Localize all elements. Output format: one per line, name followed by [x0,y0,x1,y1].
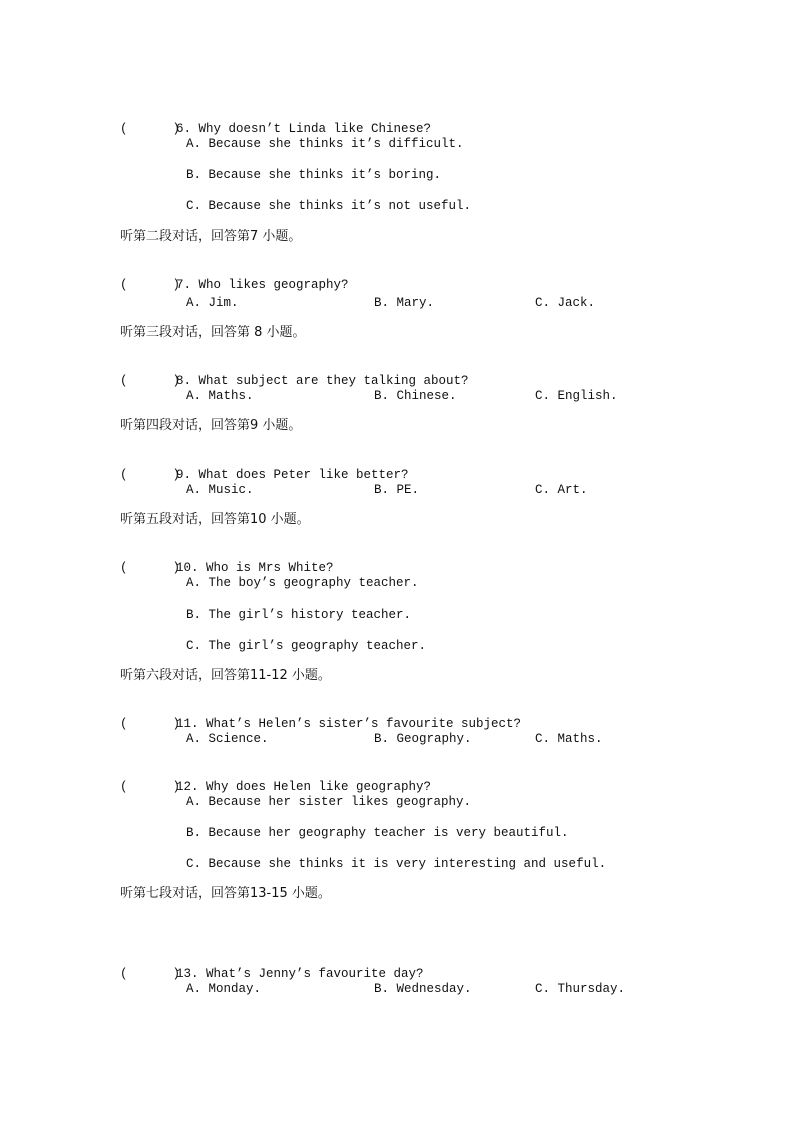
option-a: A. Monday. [186,982,262,996]
option-b: B. Geography. [374,732,472,746]
option-c: C. Art. [535,483,588,497]
section-heading-2: 听第二段对话，回答第7 小题。 [120,229,302,244]
option-a: A. Because her sister likes geography. [186,795,472,809]
option-c: C. Because she thinks it’s not useful. [186,199,472,213]
option-c: C. Because she thinks it is very interesting and useful. [186,857,607,871]
answer-blank[interactable]: ( ) [120,561,181,575]
question-stem: 11. What’s Helen’s sister’s favourite subject? [176,717,522,731]
option-c: C. Maths. [535,732,603,746]
option-b: B. Wednesday. [374,982,472,996]
answer-blank[interactable]: ( ) [120,717,181,731]
question-6 [120,105,432,137]
option-b: B. PE. [374,483,420,497]
answer-blank[interactable]: ( ) [120,780,181,794]
option-a: A. Because she thinks it’s difficult. [186,137,464,151]
option-c: C. The girl’s geography teacher. [186,639,427,653]
question-7 [120,261,349,293]
question-9 [120,451,409,483]
question-8 [120,357,469,389]
section-heading-6: 听第六段对话，回答第11-12 小题。 [120,668,331,683]
option-c: C. Thursday. [535,982,626,996]
option-a: A. Jim. [186,296,239,310]
section-heading-5: 听第五段对话，回答第10 小题。 [120,512,310,527]
option-a: A. The boy’s geography teacher. [186,576,419,590]
option-b: B. Mary. [374,296,435,310]
option-b: B. Because her geography teacher is very beautiful. [186,826,569,840]
answer-blank[interactable]: ( ) [120,122,181,136]
question-stem: 9. What does Peter like better? [176,468,409,482]
question-10 [120,544,334,576]
option-a: A. Music. [186,483,254,497]
question-stem: 13. What’s Jenny’s favourite day? [176,967,424,981]
question-12 [120,763,432,795]
section-heading-7: 听第七段对话，回答第13-15 小题。 [120,886,331,901]
question-stem: 6. Why doesn’t Linda like Chinese? [176,122,432,136]
option-b: B. Chinese. [374,389,457,403]
question-stem: 12. Why does Helen like geography? [176,780,432,794]
answer-blank[interactable]: ( ) [120,468,181,482]
option-b: B. Because she thinks it’s boring. [186,168,442,182]
question-11 [120,700,522,732]
option-b: B. The girl’s history teacher. [186,608,412,622]
question-13 [120,950,424,982]
answer-blank[interactable]: ( ) [120,278,181,292]
option-a: A. Maths. [186,389,254,403]
section-heading-4: 听第四段对话，回答第9 小题。 [120,418,302,433]
section-heading-3: 听第三段对话，回答第 8 小题。 [120,325,306,340]
option-c: C. Jack. [535,296,596,310]
question-stem: 10. Who is Mrs White? [176,561,334,575]
option-c: C. English. [535,389,618,403]
question-stem: 7. Who likes geography? [176,278,349,292]
answer-blank[interactable]: ( ) [120,967,181,981]
answer-blank[interactable]: ( ) [120,374,181,388]
option-a: A. Science. [186,732,269,746]
question-stem: 8. What subject are they talking about? [176,374,469,388]
